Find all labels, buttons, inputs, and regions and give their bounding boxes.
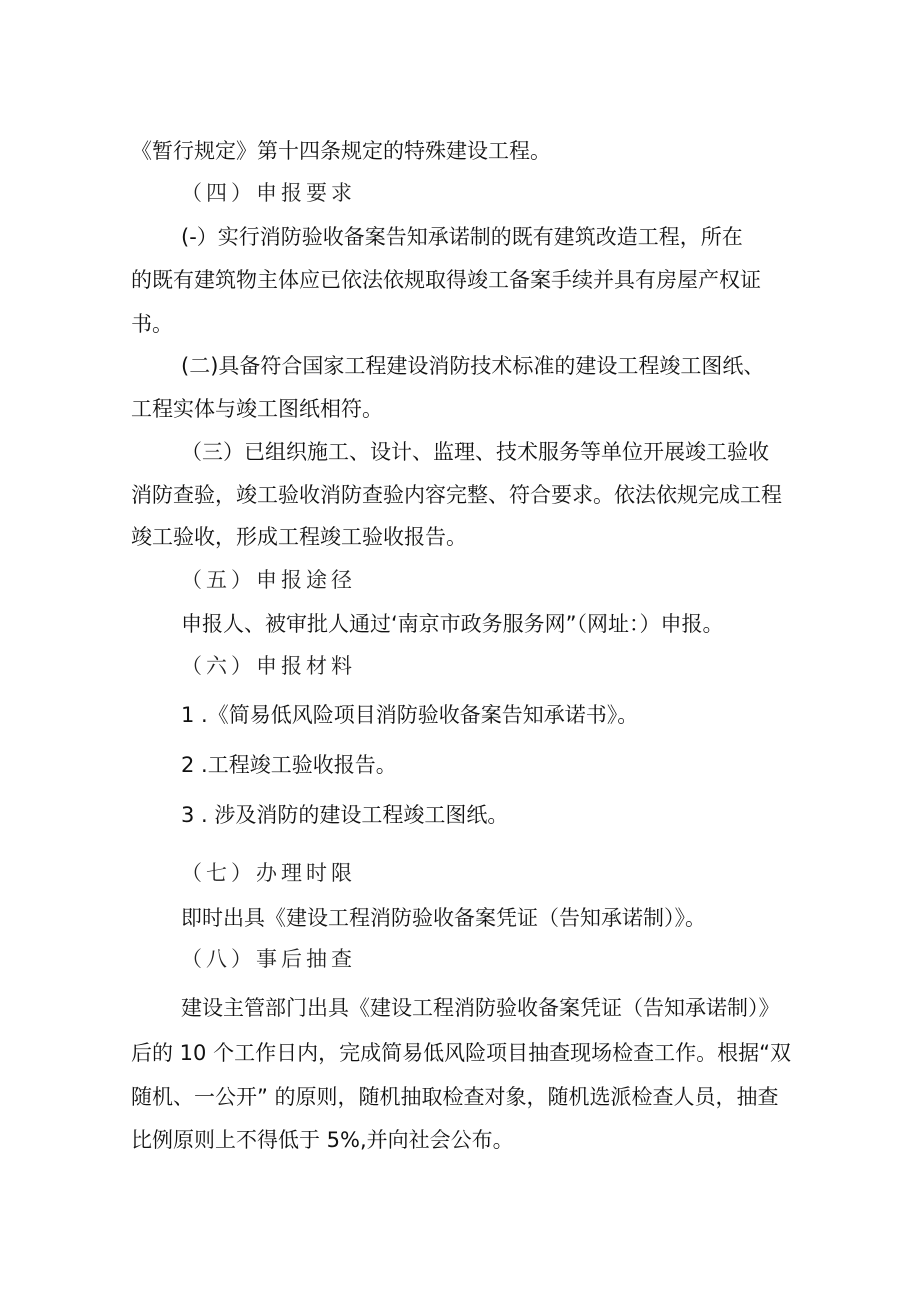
paragraph-line-9: 消防查验，竣工验收消防查验内容完整、符合要求。依法依规完成工程 [131,483,782,507]
paragraph-line-5: 书。 [131,312,173,336]
section-heading-4: （四）申报要求 [181,181,356,205]
paragraph-line-21: 后的 10 个工作日内，完成简易低风险项目抽查现场检查工作。根据“双 [131,1041,791,1065]
paragraph-line-1: 《暂行规定》第十四条规定的特殊建设工程。 [131,139,551,163]
paragraph-line-18: 即时出具《建设工程消防验收备案凭证（告知承诺制）》。 [181,906,706,930]
paragraph-line-8: （三）已组织施工、设计、监理、技术服务等单位开展竣工验收 [181,440,769,464]
list-item-1: 1 .《简易低风险项目消防验收备案告知承诺书》。 [181,703,639,727]
paragraph-line-23: 比例原则上不得低于 5%,并向社会公布。 [131,1128,514,1152]
section-heading-8: （八）事后抽查 [181,947,356,971]
paragraph-line-7: 工程实体与竣工图纸相符。 [131,397,383,421]
paragraph-line-12: 申报人、被审批人通过‘南京市政务服务网”（网址：）申报。 [181,612,724,636]
paragraph-line-22: 随机、一公开” 的原则，随机抽取检查对象，随机选派检查人员，抽查 [131,1085,779,1109]
section-heading-5: （五）申报途径 [181,568,356,592]
section-heading-7: （七）办理时限 [181,861,356,885]
paragraph-line-6: (二)具备符合国家工程建设消防技术标准的建设工程竣工图纸、 [181,354,765,378]
paragraph-line-10: 竣工验收，形成工程竣工验收报告。 [131,525,467,549]
list-item-3: 3 . 涉及消防的建设工程竣工图纸。 [181,803,509,827]
paragraph-line-3: (-）实行消防验收备案告知承诺制的既有建筑改造工程，所在 [181,225,743,249]
paragraph-line-20: 建设主管部门出具《建设工程消防验收备案凭证（告知承诺制）》 [181,996,780,1020]
section-heading-6: （六）申报材料 [181,654,356,678]
list-item-2: 2 .工程竣工验收报告。 [181,753,397,777]
paragraph-line-4: 的既有建筑物主体应已依法依规取得竣工备案手续并具有房屋产权证 [131,268,761,292]
